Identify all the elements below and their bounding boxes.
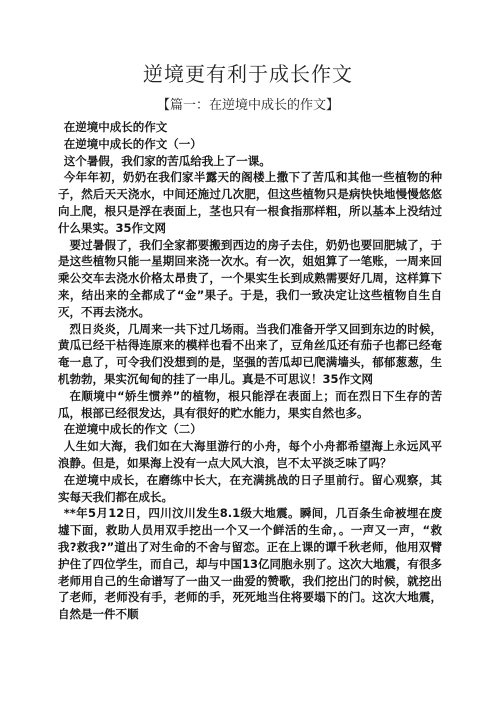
- paragraph: 在逆境中成长，在磨练中长大，在充满挑战的日子里前行。留心观察，其实每天我们都在成长。: [58, 472, 442, 504]
- paragraph: 人生如大海，我们如在大海里游行的小舟，每个小舟都希望海上永远风平浪静。但是，如果海上没有一点大风大浪，岂不太平淡乏味了吗？: [58, 439, 442, 470]
- document-subtitle: 【篇一：在逆境中成长的作文】: [156, 98, 339, 113]
- paragraph: 要过暑假了，我们全家都要搬到西边的房子去住，奶奶也要回肥城了，于是这些植物只能一星期回来浇一次水。有一次，姐姐算了一笔账，一周来回乘公交车去浇水价格太昂贵了，一个果实生长到成熟需要好几周，这样算下来，结出来的全都成了“金”果子。于是，我们一致决定让这些植物自生自灭，不再去浇水。: [58, 237, 442, 319]
- document-title: 逆境更有利于成长作文: [143, 62, 353, 86]
- paragraph: 今年年初，奶奶在我们家半露天的阁楼上撒下了苦瓜和其他一些植物的种子，然后天天浇水，中间还施过几次肥，但这些植物只是病快快地慢慢悠悠向上爬，根只是浮在表面上，茎也只有一根食指那样粗，所以基本上没结过什么果实。35作文网: [58, 170, 442, 235]
- paragraph: 在逆境中成长的作文（二）: [63, 422, 202, 437]
- paragraph: 在顺境中“娇生惯养”的植物，根只能浮在表面上；而在烈日下生存的苦瓜，根部已经很发达，具有很好的贮水能力，果实自然也多。: [58, 388, 442, 420]
- paragraph: 在逆境中成长的作文（一）: [63, 136, 202, 151]
- paragraph: 这个暑假，我们家的苦瓜给我上了一课。: [63, 153, 271, 168]
- paragraph: **年5月12日，四川汶川发生8.1级大地震。瞬间，几百条生命被埋在废墟下面，救助人员用双手挖出一个又一个鲜活的生命，。一声又一声，“救我?救我?”道出了对生命的不舍与留恋。正在上课的谭千秋老师，他用双臂护住了四位学生，而自己，却与中国13亿同胞永别了。这次大地震，有很多老师用自己的生命谱写了一曲又一曲爱的赞歌，我们挖出门的时候，就挖出了老师，老师没有手，老师的手，死死地当住将要塌下的门。这次大地震，自然是一件不顺: [58, 506, 442, 622]
- paragraph: 在逆境中成长的作文: [63, 120, 168, 134]
- paragraph: 烈日炎炎，几周来一共下过几场雨。当我们准备开学又回到东边的时候，黄瓜已经干枯得连原来的模样也看不出来了，豆角丝瓜还有茄子也都已经奄奄一息了，可令我们没想到的是，坚强的苦瓜却已爬满墙头，郁郁葱葱，生机勃勃，果实沉甸甸的挂了一串儿。真是不可思议！35作文网: [58, 321, 442, 386]
- document-body: [58, 119, 442, 623]
